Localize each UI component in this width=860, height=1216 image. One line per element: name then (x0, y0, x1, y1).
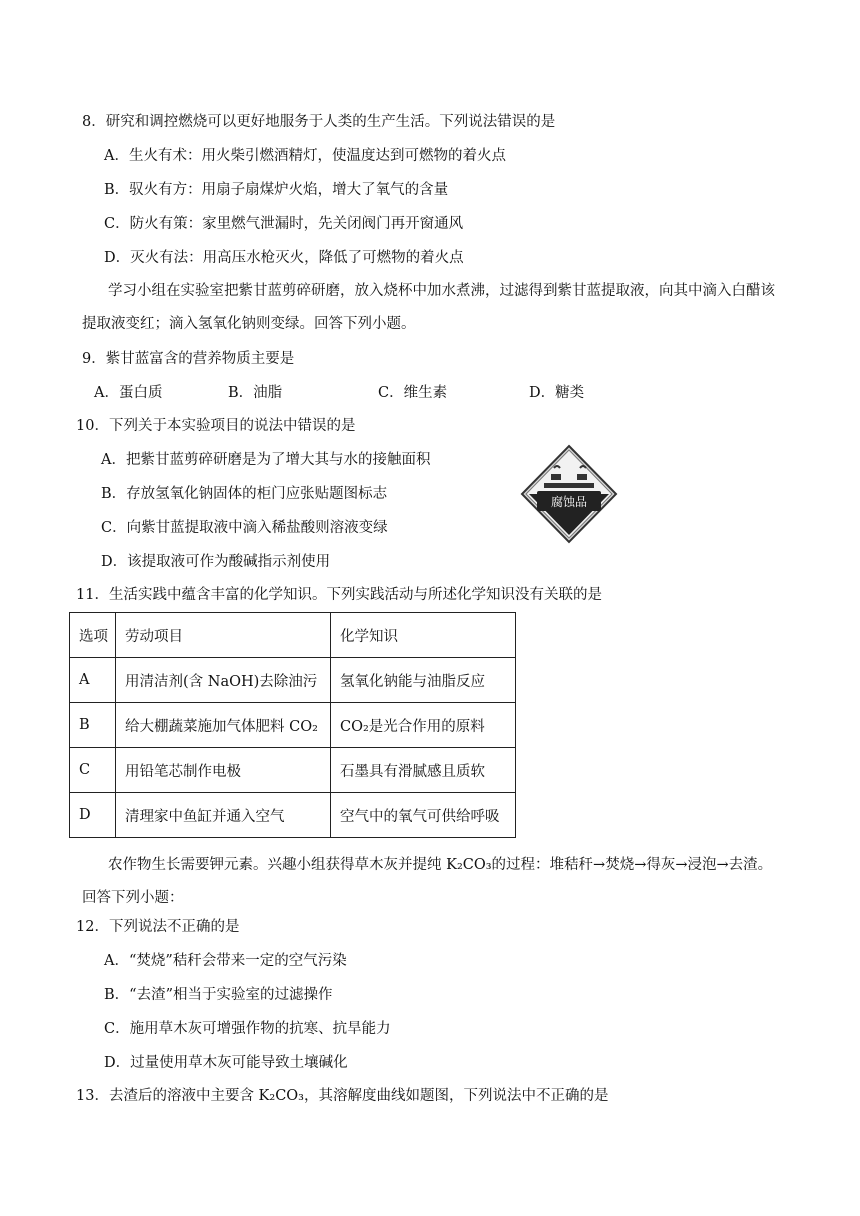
table-cell: 用铅笔芯制作电极 (116, 748, 331, 793)
passage-purple-cabbage: 学习小组在实验室把紫甘蓝剪碎研磨，放入烧杯中加水煮沸，过滤得到紫甘蓝提取液，向其中滴入白醋该提取液变红；滴入氢氧化钠则变绿。回答下列小题。 (82, 283, 775, 332)
q11-table (69, 612, 516, 838)
table-row (70, 658, 516, 703)
q8-option-d: D．灭火有法：用高压水枪灭火，降低了可燃物的着火点 (104, 250, 464, 266)
table-header-cell: 选项 (70, 613, 116, 658)
q13-stem: 13．去渣后的溶液中主要含 K₂CO₃，其溶解度曲线如题图，下列说法中不正确的是 (76, 1088, 609, 1104)
corrosive-diamond-icon (520, 444, 618, 544)
table-cell: 氢氧化钠能与油脂反应 (331, 658, 516, 703)
q12-option-d: D．过量使用草木灰可能导致土壤碱化 (104, 1055, 348, 1071)
q10-option-b: B．存放氢氧化钠固体的柜门应张贴题图标志 (101, 486, 388, 502)
table-cell: 清理家中鱼缸并通入空气 (116, 793, 331, 838)
table-header-cell: 化学知识 (331, 613, 516, 658)
table-cell: A (70, 658, 116, 703)
q8-option-c: C．防火有策：家里燃气泄漏时，先关闭阀门再开窗通风 (104, 216, 464, 232)
table-row (70, 748, 516, 793)
q9-option-a: A．蛋白质 (94, 385, 163, 401)
table-cell: 空气中的氧气可供给呼吸 (331, 793, 516, 838)
q9-option-c: C．维生素 (378, 385, 448, 401)
passage-potassium: 农作物生长需要钾元素。兴趣小组获得草木灰并提纯 K₂CO₃的过程：堆秸秆→焚烧→得灰→浸泡→去渣。回答下列小题： (82, 857, 773, 906)
q12-stem: 12．下列说法不正确的是 (76, 919, 240, 935)
table-cell: 给大棚蔬菜施加气体肥料 CO₂ (116, 703, 331, 748)
q10-option-d: D．该提取液可作为酸碱指示剂使用 (101, 554, 331, 570)
q8-stem: 8．研究和调控燃烧可以更好地服务于人类的生产生活。下列说法错误的是 (82, 114, 556, 130)
table-header-cell: 劳动项目 (116, 613, 331, 658)
q12-option-a: A．“焚烧”秸秆会带来一定的空气污染 (104, 953, 347, 969)
q9-option-d: D．糖类 (529, 385, 585, 401)
table-cell: D (70, 793, 116, 838)
table-row (70, 703, 516, 748)
q9-stem: 9．紫甘蓝富含的营养物质主要是 (82, 351, 295, 367)
table-cell: B (70, 703, 116, 748)
q10-option-c: C．向紫甘蓝提取液中滴入稀盐酸则溶液变绿 (101, 520, 388, 536)
table-row (70, 793, 516, 838)
q12-option-b: B．“去渣”相当于实验室的过滤操作 (104, 987, 333, 1003)
q11-stem: 11．生活实践中蕴含丰富的化学知识。下列实践活动与所述化学知识没有关联的是 (76, 587, 602, 603)
q9-option-b: B．油脂 (228, 385, 283, 401)
q10-stem: 10．下列关于本实验项目的说法中错误的是 (76, 418, 356, 434)
q8-option-a: A．生火有术：用火柴引燃酒精灯，使温度达到可燃物的着火点 (104, 148, 506, 164)
table-cell: 用清洁剂(含 NaOH)去除油污 (116, 658, 331, 703)
q10-option-a: A．把紫甘蓝剪碎研磨是为了增大其与水的接触面积 (101, 452, 431, 468)
q12-option-c: C．施用草木灰可增强作物的抗寒、抗旱能力 (104, 1021, 391, 1037)
sign-label: 腐蚀品 (550, 495, 588, 509)
table-cell: CO₂是光合作用的原料 (331, 703, 516, 748)
table-cell: C (70, 748, 116, 793)
table-cell: 石墨具有滑腻感且质软 (331, 748, 516, 793)
table-header-row (70, 613, 516, 658)
q8-option-b: B．驭火有方：用扇子扇煤炉火焰，增大了氧气的含量 (104, 182, 449, 198)
corrosive-hazard-sign-icon (520, 444, 618, 544)
